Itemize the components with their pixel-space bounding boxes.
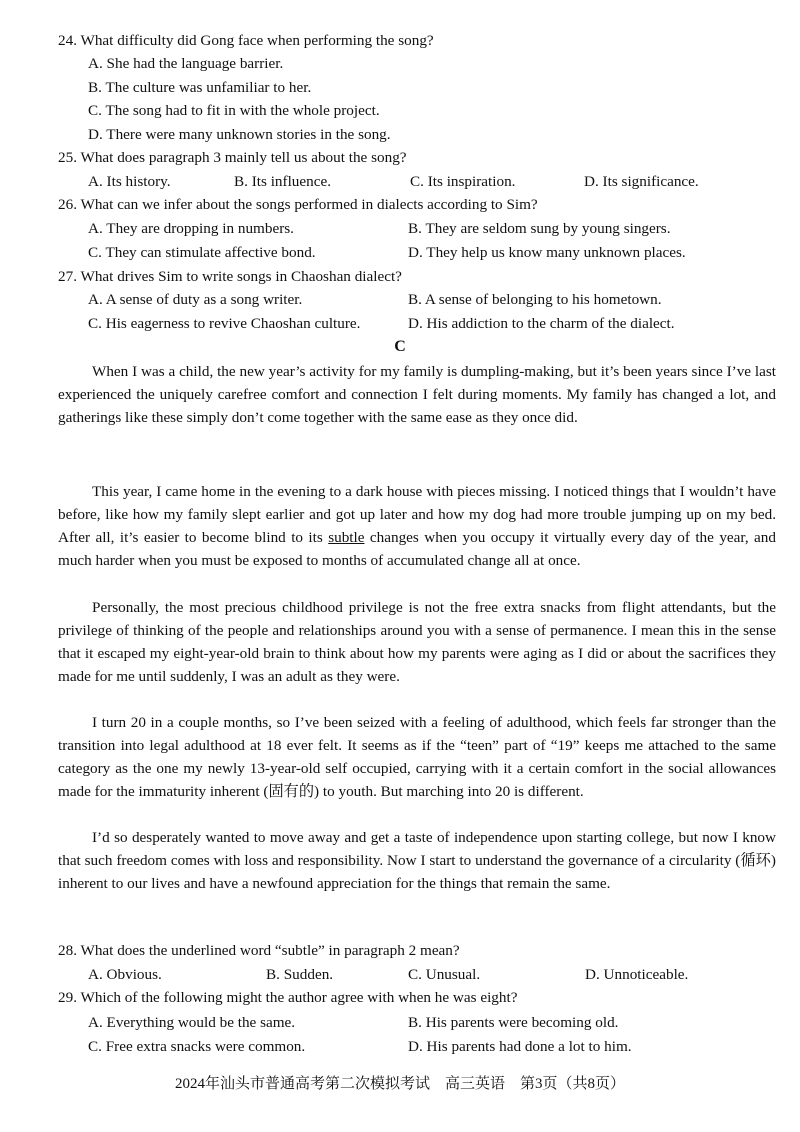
paragraph-2-text-before: This year, I came home in the evening to a dark house with pieces missing. I noticed things that I wouldn’t have before, like how my family slept earlier and got up later and how my dog had more trouble jumping up on my bed. After all, it’s easier to become blind to its [58,483,776,546]
question-25-option-b: B. Its influence. [234,173,332,190]
section-title: C [394,338,406,355]
paragraph-4-text: I turn 20 in a couple months, so I’ve been seized with a feeling of adulthood, which feels far stronger than the transition into legal adulthood at 18 ever felt. It seems as if the “teen” part of “19” keeps me attached to the same category as the one my newly 13-year-old self occupied, carrying with it a certain comfort in the social allowances made for the immaturity inherent (固有的) to youth. But marching into 20 is different. [58,714,776,800]
passage-paragraph-3 [58,596,776,688]
paragraph-1-text: When I was a child, the new year’s activity for my family is dumpling-making, but it’s been years since I’ve last experienced the uniquely carefree comfort and connection I felt during moments. My family has changed a lot, and gatherings like these simply don’t come together with the same ease as they once did. [58,363,776,426]
question-27-option-d: D. His addiction to the charm of the dialect. [408,315,675,332]
question-25-option-d: D. Its significance. [584,173,699,190]
question-24-option-c: C. The song had to fit in with the whole project. [88,102,380,119]
question-24-option-d: D. There were many unknown stories in the song. [88,126,391,143]
question-24-option-a: A. She had the language barrier. [88,55,284,72]
question-29-option-b: B. His parents were becoming old. [408,1014,619,1031]
paragraph-3-text: Personally, the most precious childhood privilege is not the free extra snacks from flight attendants, but the privilege of thinking of the people and relationships around you with a sense of permanence. I mean this in the sense that it escaped my eight-year-old brain to think about how my parents were aging as I did or about the sacrifices they made for me until suddenly, I was an adult as they were. [58,599,776,685]
passage-paragraph-2 [58,480,776,572]
question-26-option-c: C. They can stimulate affective bond. [88,244,316,261]
question-28-option-b: B. Sudden. [266,966,334,983]
paragraph-5-text: I’d so desperately wanted to move away and get a taste of independence upon starting college, but now I know that such freedom comes with loss and responsibility. Now I start to understand the governance of a circularity (循环) inherent to our lives and have a newfound appreciation for the things that remain the same. [58,829,776,892]
page-footer: 2024年汕头市普通高考第二次模拟考试 高三英语 第3页（共8页） [174,1076,625,1092]
question-27-stem: 27. What drives Sim to write songs in Chaoshan dialect? [58,268,402,285]
question-25-stem: 25. What does paragraph 3 mainly tell us about the song? [58,149,407,166]
passage-paragraph-1 [58,360,776,429]
question-25-option-c: C. Its inspiration. [410,173,516,190]
question-29-option-a: A. Everything would be the same. [88,1014,296,1031]
question-27-option-a: A. A sense of duty as a song writer. [88,291,303,308]
question-27-option-b: B. A sense of belonging to his hometown. [408,291,662,308]
question-24-option-b: B. The culture was unfamiliar to her. [88,79,312,96]
question-25-option-a: A. Its history. [88,173,171,190]
question-28-option-c: C. Unusual. [408,966,481,983]
question-28-option-a: A. Obvious. [88,966,162,983]
question-26-stem: 26. What can we infer about the songs performed in dialects according to Sim? [58,196,538,213]
passage-paragraph-4 [58,711,776,803]
paragraph-2-text-after: changes when you occupy it virtually every day of the year, and much harder when you must be exposed to months of accumulated change all at once. [58,529,776,569]
underlined-word-subtle: subtle [328,529,365,546]
question-27-option-c: C. His eagerness to revive Chaoshan culture. [88,315,361,332]
question-26-option-d: D. They help us know many unknown places. [408,244,686,261]
question-29-option-c: C. Free extra snacks were common. [88,1038,306,1055]
question-26-option-a: A. They are dropping in numbers. [88,220,294,237]
question-29-option-d: D. His parents had done a lot to him. [408,1038,632,1055]
question-28-stem: 28. What does the underlined word “subtle” in paragraph 2 mean? [58,942,460,959]
question-29-stem: 29. Which of the following might the author agree with when he was eight? [58,989,518,1006]
question-28-option-d: D. Unnoticeable. [585,966,689,983]
passage-paragraph-5 [58,826,776,895]
question-26-option-b: B. They are seldom sung by young singers. [408,220,671,237]
question-24-stem: 24. What difficulty did Gong face when performing the song? [58,32,434,49]
